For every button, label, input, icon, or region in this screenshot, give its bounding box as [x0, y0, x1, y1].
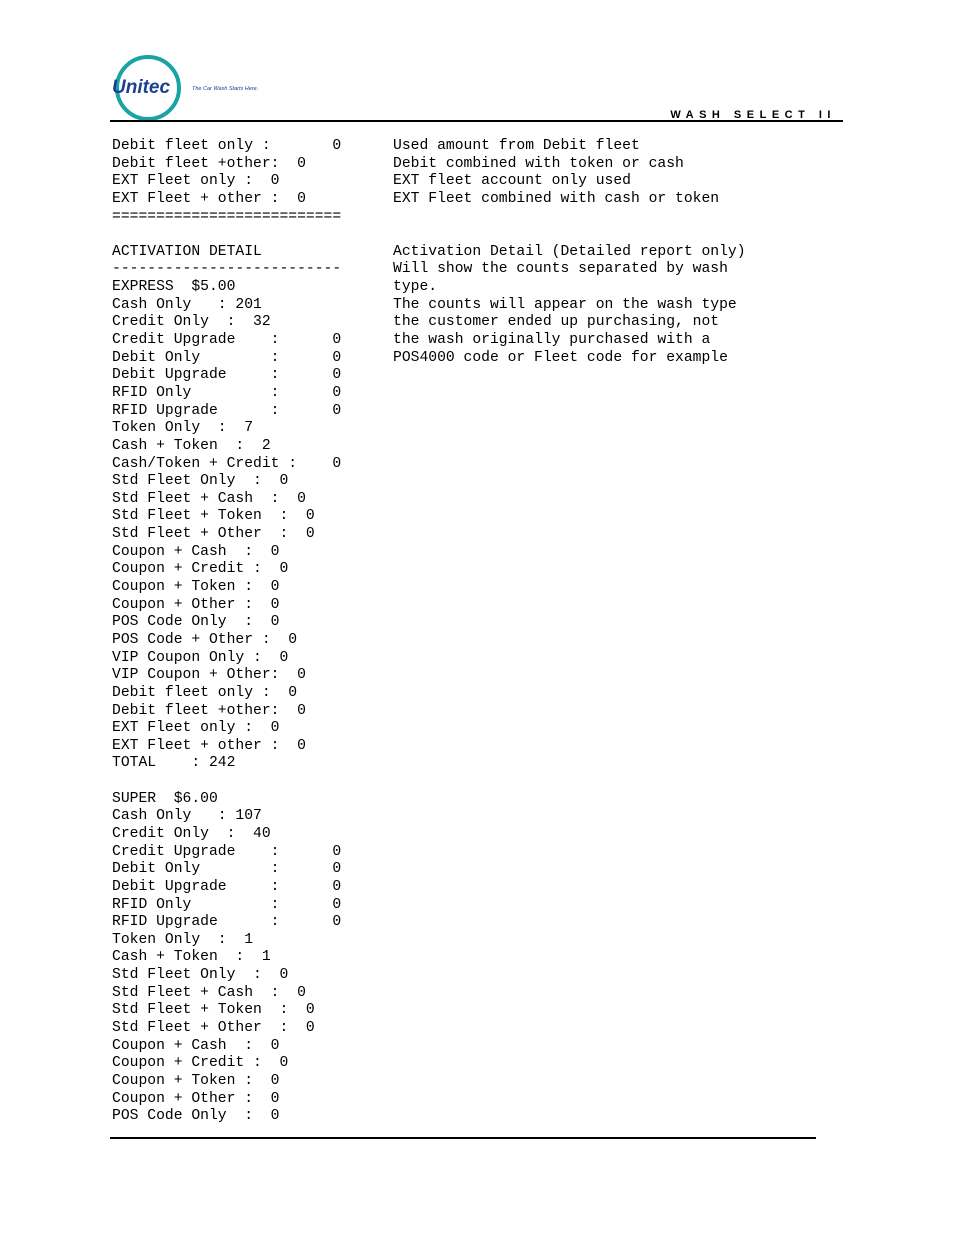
report-line: ACTIVATION DETAIL: [112, 243, 262, 260]
report-line: SUPER $6.00: [112, 790, 218, 807]
explanation-line: [393, 226, 746, 244]
header-divider: [110, 120, 843, 122]
report-output-column: [112, 138, 341, 1126]
report-line: Coupon + Token : 0: [112, 1072, 280, 1089]
report-line: Std Fleet Only : 0: [112, 967, 289, 984]
report-line: Debit fleet +other: 0: [112, 155, 306, 172]
explanation-line: the wash originally purchased with a: [393, 332, 711, 349]
report-line: Debit Only : 0: [112, 349, 342, 366]
report-line: --------------------------: [112, 261, 342, 278]
report-line: TOTAL : 242: [112, 755, 236, 772]
report-line: Coupon + Token : 0: [112, 579, 280, 596]
report-line: EXPRESS $5.00: [112, 279, 236, 296]
document-header-title: WASH SELECT II: [670, 109, 836, 121]
report-line: Debit fleet +other: 0: [112, 702, 306, 719]
report-line: RFID Upgrade : 0: [112, 914, 342, 931]
report-line: RFID Only : 0: [112, 896, 342, 913]
report-line: Coupon + Other : 0: [112, 1090, 280, 1107]
explanation-line: the customer ended up purchasing, not: [393, 314, 720, 331]
report-line: EXT Fleet + other : 0: [112, 737, 306, 754]
report-line: VIP Coupon Only : 0: [112, 649, 289, 666]
explanation-line: POS4000 code or Fleet code for example: [393, 349, 728, 366]
report-line: Std Fleet Only : 0: [112, 473, 289, 490]
report-line: EXT Fleet only : 0: [112, 720, 280, 737]
report-line: [112, 226, 341, 244]
report-line: Credit Only : 40: [112, 825, 271, 842]
explanation-line: EXT Fleet combined with cash or token: [393, 190, 720, 207]
report-line: Coupon + Cash : 0: [112, 1037, 280, 1054]
report-line: Cash Only : 107: [112, 808, 262, 825]
report-line: POS Code Only : 0: [112, 1108, 280, 1125]
report-line: Debit Upgrade : 0: [112, 367, 342, 384]
report-line: Coupon + Credit : 0: [112, 1055, 289, 1072]
report-line: Std Fleet + Token : 0: [112, 508, 315, 525]
report-line: RFID Upgrade : 0: [112, 402, 342, 419]
report-line: Std Fleet + Token : 0: [112, 1002, 315, 1019]
report-line: Debit Only : 0: [112, 861, 342, 878]
report-line: [112, 773, 341, 791]
report-line: Coupon + Credit : 0: [112, 561, 289, 578]
unitec-logo: [110, 54, 270, 122]
logo-tagline: The Car Wash Starts Here.: [192, 86, 259, 92]
explanation-line: EXT fleet account only used: [393, 173, 631, 190]
explanation-line: The counts will appear on the wash type: [393, 296, 737, 313]
report-line: ==========================: [112, 208, 342, 225]
report-line: Debit Upgrade : 0: [112, 878, 342, 895]
report-line: Std Fleet + Other : 0: [112, 526, 315, 543]
explanation-line: type.: [393, 279, 438, 296]
explanation-line: Activation Detail (Detailed report only): [393, 243, 746, 260]
report-line: Std Fleet + Cash : 0: [112, 490, 306, 507]
report-line: Credit Upgrade : 0: [112, 843, 342, 860]
footer-divider: [110, 1137, 816, 1139]
report-line: VIP Coupon + Other: 0: [112, 667, 306, 684]
explanation-line: Used amount from Debit fleet: [393, 138, 640, 154]
report-line: Std Fleet + Other : 0: [112, 1020, 315, 1037]
report-line: EXT Fleet + other : 0: [112, 190, 306, 207]
report-line: Debit fleet only : 0: [112, 138, 342, 154]
report-line: Std Fleet + Cash : 0: [112, 984, 306, 1001]
report-line: POS Code Only : 0: [112, 614, 280, 631]
report-line: Debit fleet only : 0: [112, 684, 298, 701]
explanation-line: [393, 209, 746, 227]
report-line: Cash + Token : 1: [112, 949, 271, 966]
logo-wordmark: Unitec: [112, 77, 171, 98]
report-line: POS Code + Other : 0: [112, 631, 298, 648]
report-line: Coupon + Other : 0: [112, 596, 280, 613]
explanation-line: Debit combined with token or cash: [393, 155, 684, 172]
report-line: Cash + Token : 2: [112, 437, 271, 454]
report-line: Token Only : 1: [112, 931, 254, 948]
report-line: Token Only : 7: [112, 420, 254, 437]
report-line: RFID Only : 0: [112, 384, 342, 401]
report-line: Credit Upgrade : 0: [112, 332, 342, 349]
report-line: Coupon + Cash : 0: [112, 543, 280, 560]
explanation-line: Will show the counts separated by wash: [393, 261, 728, 278]
explanation-column: [393, 138, 746, 367]
report-line: Cash Only : 201: [112, 296, 262, 313]
report-line: Credit Only : 32: [112, 314, 271, 331]
report-line: Cash/Token + Credit : 0: [112, 455, 342, 472]
report-line: EXT Fleet only : 0: [112, 173, 280, 190]
